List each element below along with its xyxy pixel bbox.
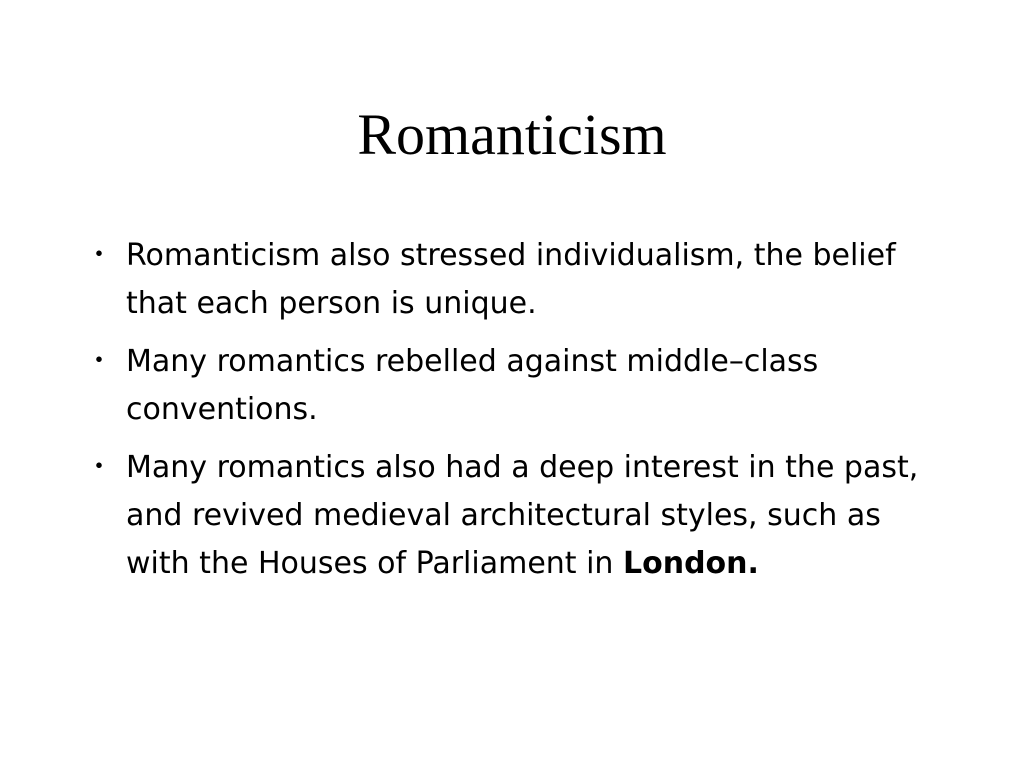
bullet-marker: ・ <box>84 450 114 485</box>
bullet-marker: ・ <box>84 238 114 273</box>
bullet-emphasis: London. <box>622 546 759 581</box>
bullet-marker: ・ <box>84 344 114 379</box>
bullet-text: Romanticism also stressed individualism, the belief that each person is unique. <box>126 238 896 321</box>
slide-title: Romanticism <box>357 102 667 167</box>
bullet-item-2 <box>84 338 944 434</box>
bullet-item-3 <box>84 444 944 588</box>
bullet-text: Many romantics also had a deep interest in the past, and revived medieval architectural styles, such as with the Houses of Parliament in <box>126 450 919 581</box>
bullet-item-1 <box>84 232 944 328</box>
bullet-text: Many romantics rebelled against middle–class conventions. <box>126 344 819 427</box>
bullet-list <box>84 232 944 598</box>
